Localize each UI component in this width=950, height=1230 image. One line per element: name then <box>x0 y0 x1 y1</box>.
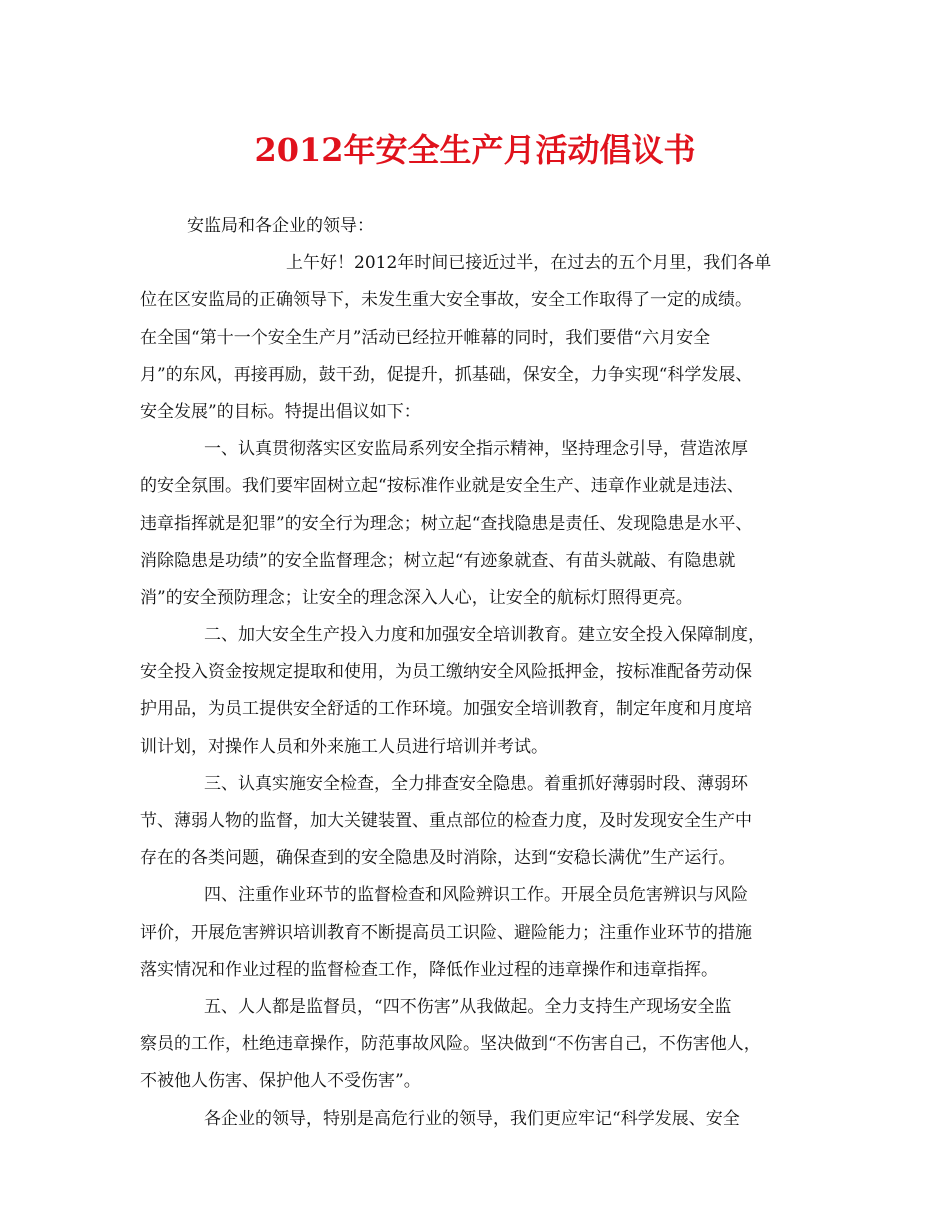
paragraph-line: 上午好！2012年时间已接近过半，在过去的五个月里，我们各单 <box>286 253 772 274</box>
paragraph-line: 三、认真实施安全检查，全力排查安全隐患。着重抓好薄弱时段、薄弱环 <box>204 773 748 794</box>
paragraph-line: 四、注重作业环节的监督检查和风险辨识工作。开展全员危害辨识与风险 <box>204 885 748 906</box>
paragraph-line: 评价，开展危害辨识培训教育不断提高员工识险、避险能力；注重作业环节的措施 <box>140 922 752 943</box>
salutation: 安监局和各企业的领导： <box>187 216 374 236</box>
paragraph-line: 存在的各类问题，确保查到的安全隐患及时消除，达到“安稳长满优”生产运行。 <box>140 848 736 869</box>
paragraph-line: 五、人人都是监督员，“四不伤害”从我做起。全力支持生产现场安全监 <box>204 996 732 1017</box>
paragraph-line: 的安全氛围。我们要牢固树立起“按标准作业就是安全生产、违章作业就是违法、 <box>140 476 744 497</box>
paragraph-line: 训计划，对操作人员和外来施工人员进行培训并考试。 <box>140 736 548 757</box>
paragraph-line: 察员的工作，杜绝违章操作，防范事故风险。坚决做到“不伤害自己，不伤害他人， <box>140 1034 761 1055</box>
paragraph-line: 各企业的领导，特别是高危行业的领导，我们更应牢记“科学发展、安全 <box>204 1108 740 1129</box>
paragraph-line: 落实情况和作业过程的监督检查工作，降低作业过程的违章操作和违章指挥。 <box>140 959 718 980</box>
paragraph-line: 月”的东风，再接再励，鼓干劲，促提升，抓基础，保安全，力争实现“科学发展、 <box>140 364 753 385</box>
paragraph-line: 违章指挥就是犯罪”的安全行为理念；树立起“查找隐患是责任、发现隐患是水平、 <box>140 513 753 534</box>
paragraph-line: 位在区安监局的正确领导下，未发生重大安全事故，安全工作取得了一定的成绩。 <box>140 290 752 311</box>
document-body <box>140 208 820 1138</box>
paragraph-line: 护用品，为员工提供安全舒适的工作环境。加强安全培训教育，制定年度和月度培 <box>140 699 752 720</box>
paragraph-line: 节、薄弱人物的监督，加大关键装置、重点部位的检查力度，及时发现安全生产中 <box>140 811 752 831</box>
paragraph-line: 安全发展”的目标。特提出倡议如下： <box>140 401 421 422</box>
document-title: 2012年安全生产月活动倡议书 <box>254 131 696 169</box>
paragraph-line: 消”的安全预防理念；让安全的理念深入人心，让安全的航标灯照得更亮。 <box>140 587 693 608</box>
paragraph-line: 一、认真贯彻落实区安监局系列安全指示精神，坚持理念引导，营造浓厚 <box>204 439 748 460</box>
paragraph-line: 在全国“第十一个安全生产月”活动已经拉开帷幕的同时，我们要借“六月安全 <box>140 327 711 348</box>
paragraph-line: 安全投入资金按规定提取和使用，为员工缴纳安全风险抵押金，按标准配备劳动保 <box>140 662 752 683</box>
paragraph-line: 不被他人伤害、保护他人不受伤害”。 <box>140 1071 421 1092</box>
paragraph-line: 消除隐患是功绩”的安全监督理念；树立起“有迹象就查、有苗头就敲、有隐患就 <box>140 550 736 571</box>
paragraph-line: 二、加大安全生产投入力度和加强安全培训教育。建立安全投入保障制度， <box>204 625 765 646</box>
